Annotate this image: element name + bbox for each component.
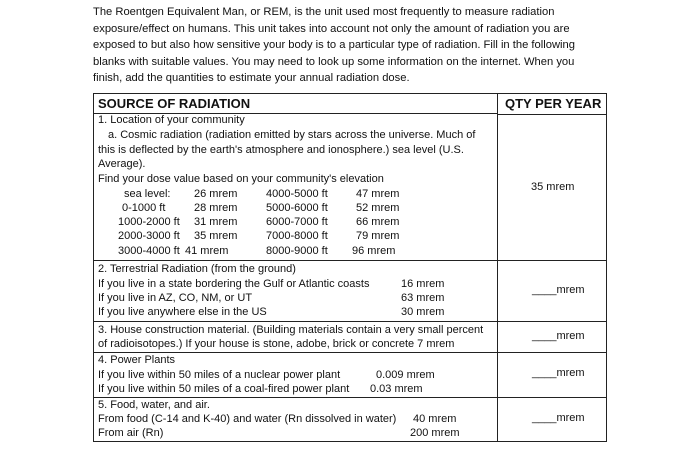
header-divider-right (497, 114, 607, 115)
elevation-label: 7000-8000 ft (266, 230, 328, 242)
terrestrial-option: If you live in AZ, CO, NM, or UT (98, 292, 253, 304)
elevation-label: 2000-3000 ft (118, 230, 180, 242)
power-plant-dose: 0.03 mrem (370, 383, 423, 395)
elevation-instruction: Find your dose value based on your community's elevation (98, 173, 384, 185)
elevation-label: 6000-7000 ft (266, 216, 328, 228)
air-dose: 200 mrem (410, 427, 460, 439)
terrestrial-option: If you live in a state bordering the Gulf or Atlantic coasts (98, 278, 370, 290)
food-qty-blank[interactable]: ____mrem (532, 412, 585, 424)
elevation-dose: 41 mrem (185, 245, 229, 257)
elevation-dose: 26 mrem (194, 188, 238, 200)
header-source: SOURCE OF RADIATION (98, 96, 251, 111)
terrestrial-qty-blank[interactable]: ____mrem (532, 284, 585, 296)
elevation-label: 4000-5000 ft (266, 188, 328, 200)
elevation-label: 8000-9000 ft (266, 245, 328, 257)
elevation-label: 0-1000 ft (122, 202, 166, 214)
instructions-paragraph: The Roentgen Equivalent Man, or REM, is the unit used most frequently to measure radiation exposure/effect on humans. This unit takes into account not only the amount of radiation you are exposed to but also how sensitive your body is to a particular type of radiation. Fill in the following blanks with suitable values. You may need to look up some information on the internet. When you finish, add the quantities to estimate your annual radiation dose. (93, 6, 575, 85)
section-4-title: 4. Power Plants (98, 354, 176, 366)
elevation-dose: 52 mrem (356, 202, 400, 214)
power-plant-option: If you live within 50 miles of a nuclear power plant (98, 369, 341, 381)
elevation-label: 5000-6000 ft (266, 202, 328, 214)
row-divider (94, 260, 606, 261)
radiation-table (93, 93, 607, 442)
elevation-dose: 96 mrem (352, 245, 396, 257)
section-2-title: 2. Terrestrial Radiation (from the ground) (98, 263, 296, 275)
house-text-line-2: of radioisotopes.) If your house is stone, adobe, brick or concrete 7 mrem (98, 338, 455, 350)
power-plant-qty-blank[interactable]: ____mrem (532, 367, 585, 379)
house-qty-blank[interactable]: ____mrem (532, 330, 585, 342)
elevation-dose: 31 mrem (194, 216, 238, 228)
row-divider (94, 321, 606, 322)
power-plant-option: If you live within 50 miles of a coal-fired power plant (98, 383, 350, 395)
elevation-label: 3000-4000 ft (118, 245, 180, 257)
air-option: From air (Rn) (98, 427, 164, 439)
power-plant-dose: 0.009 mrem (376, 369, 435, 381)
house-text-line-1: 3. House construction material. (Building materials contain a very small percent (98, 324, 484, 336)
elevation-label: 1000-2000 ft (118, 216, 180, 228)
elevation-dose: 66 mrem (356, 216, 400, 228)
food-water-option: From food (C-14 and K-40) and water (Rn dissolved in water) (98, 413, 397, 425)
location-qty: 35 mrem (531, 181, 575, 193)
terrestrial-dose: 63 mrem (401, 292, 445, 304)
elevation-label: sea level: (124, 188, 171, 200)
cosmic-radiation-text: a. Cosmic radiation (radiation emitted by stars across the universe. Much of this is deflected by the earth's atmosphere and ionosphere.) sea level (U.S. Average). (98, 129, 476, 170)
terrestrial-dose: 30 mrem (401, 306, 445, 318)
section-5-title: 5. Food, water, and air. (98, 399, 210, 411)
elevation-dose: 28 mrem (194, 202, 238, 214)
section-1-title: 1. Location of your community (98, 114, 245, 126)
header-qty: QTY PER YEAR (505, 96, 602, 111)
terrestrial-option: If you live anywhere else in the US (98, 306, 267, 318)
elevation-dose: 35 mrem (194, 230, 238, 242)
food-water-dose: 40 mrem (413, 413, 457, 425)
terrestrial-dose: 16 mrem (401, 278, 445, 290)
elevation-dose: 79 mrem (356, 230, 400, 242)
elevation-dose: 47 mrem (356, 188, 400, 200)
column-divider (497, 94, 498, 441)
